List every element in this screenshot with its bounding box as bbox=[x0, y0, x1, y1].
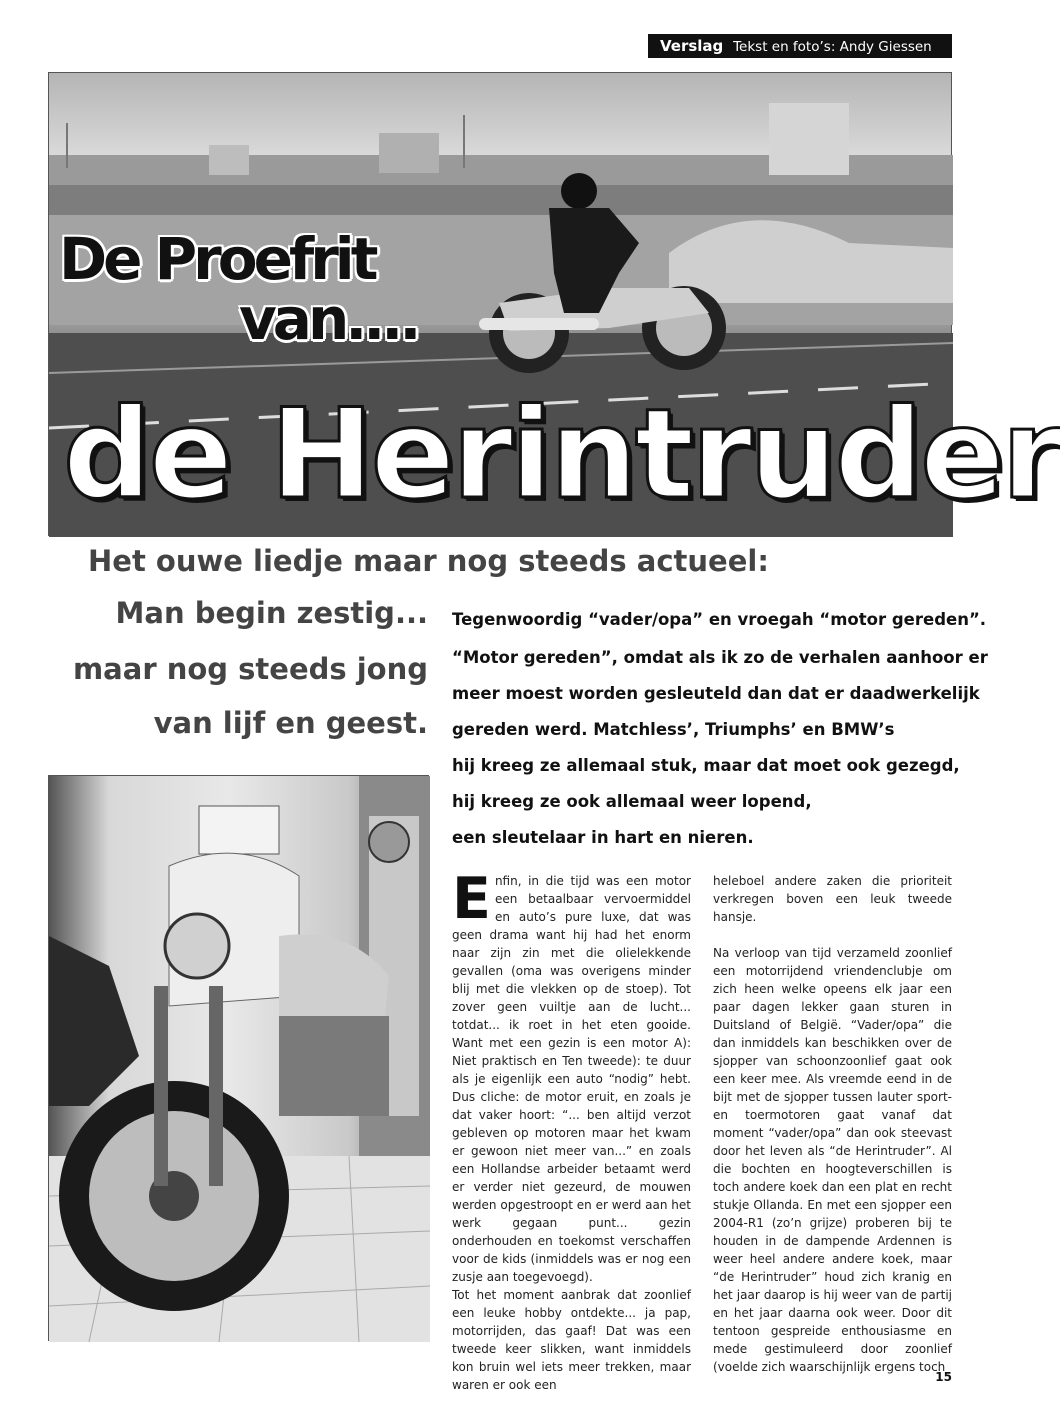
credit-line: Tekst en foto’s: Andy Giessen bbox=[733, 39, 932, 55]
paragraph-2: Tot het moment aanbrak dat zoonlief een leuke hobby ontdekte... ja pap, motorrijden, das gaaf! Dat was een tweede keer slikken, want inmiddels kon bruin wel iets meer trekken, maar waren er ook een bbox=[452, 1288, 691, 1392]
paragraph-1-text: nfin, in die tijd was een motor een betaalbaar vervoermiddel en auto’s pure luxe, dat was geen drama want hij had het enorm naar zijn zin met die olielekkende gevallen (oma was overigens minder blij met die vlekken op de stoep). Tot zover geen vuiltje aan de lucht... totdat... ik roet in het eten gooide. Want met een gezin is een motor A): Niet praktisch en Ten tweede): te duur als je eigenlijk een auto “nodig” hebt. Dus cliche: de motor eruit, en zoals je dat vaker hoort: “... ben altijd verzot gebleven op motoren maar het kwam er gewoon niet meer van...” en zoals een Hollandse arbeider betaamt werd er verder niet gezeurd, de mouwen werden opgestroopt en er werd aan het werk gegaan punt... gezin onderhouden en toekomst verschaffen voor de kids (inmiddels was er nog een zusje aan toegevoegd). bbox=[452, 874, 691, 1284]
intro-line-1: Tegenwoordig “vader/opa” en vroegah “motor gereden”. bbox=[452, 610, 987, 629]
pull-quote-line-1: Man begin zestig... bbox=[115, 596, 428, 630]
motorcycle-photo-scene bbox=[49, 776, 430, 1342]
motorcycle-photo bbox=[48, 775, 429, 1341]
body-column-1 bbox=[452, 866, 691, 1394]
body-column-2 bbox=[713, 872, 952, 1376]
page-number: 15 bbox=[935, 1370, 952, 1384]
intro-line-4: gereden werd. Matchless’, Triumphs’ en BMW’s bbox=[452, 720, 895, 739]
section-tag bbox=[648, 34, 952, 58]
pull-quote-line-2: maar nog steeds jong bbox=[72, 652, 428, 686]
subheading: Het ouwe liedje maar nog steeds actueel: bbox=[88, 544, 769, 578]
paragraph-4: Na verloop van tijd verzameld zoonlief een motorrijdend vriendenclubje om zich heen welke opeens elk jaar een paar dagen lekker gaan sturen in Duitsland of België. “Vader/opa” die dan inmiddels kan beschikken over de sjopper van schoonzoonlief gaat ook een keer mee. Als vreemde eend in de bijt met de sjopper tussen lauter sport- en toermotoren gaat vanaf dat moment “vader/opa” dan ook steevast door het leven als “de Herintruder”. Al die bochten en hoogteverschillen is toch andere koek dan een plat en recht stukje Ollanda. En met een sjopper een 2004-R1 (zo’n grijze) proberen bij te houden in de dampende Ardennen is weer heel andere andere koek, maar “de Herintruder” houd zich kranig en het jaar daarop is hij weer van de partij en het jaar daarna ook weer. Door dit tentoon gespreide enthousiasme en mede gestimuleerd door zoonlief (voelde zich waarschijnlijk ergens toch bbox=[713, 946, 952, 1374]
drop-cap: E bbox=[452, 866, 491, 932]
title-line-1: De Proefrit bbox=[59, 225, 375, 293]
hero-photo bbox=[48, 72, 1060, 536]
paragraph-3: heleboel andere zaken die prioriteit verkregen boven een leuk tweede hansje. bbox=[713, 874, 952, 924]
section-label: Verslag bbox=[660, 37, 724, 55]
intro-line-5: hij kreeg ze allemaal stuk, maar dat moet ook gezegd, bbox=[452, 756, 960, 775]
title-main: de Herintruder bbox=[63, 383, 1060, 527]
title-line-2: van.... bbox=[239, 285, 418, 353]
intro-line-3: meer moest worden gesleuteld dan dat er daadwerkelijk bbox=[452, 684, 980, 703]
paragraph-1 bbox=[452, 866, 691, 1286]
intro-line-2: “Motor gereden”, omdat als ik zo de verhalen aanhoor er bbox=[452, 648, 988, 667]
pull-quote-line-3: van lijf en geest. bbox=[153, 706, 428, 740]
intro-line-6: hij kreeg ze ook allemaal weer lopend, bbox=[452, 792, 812, 811]
intro-line-7: een sleutelaar in hart en nieren. bbox=[452, 828, 754, 847]
